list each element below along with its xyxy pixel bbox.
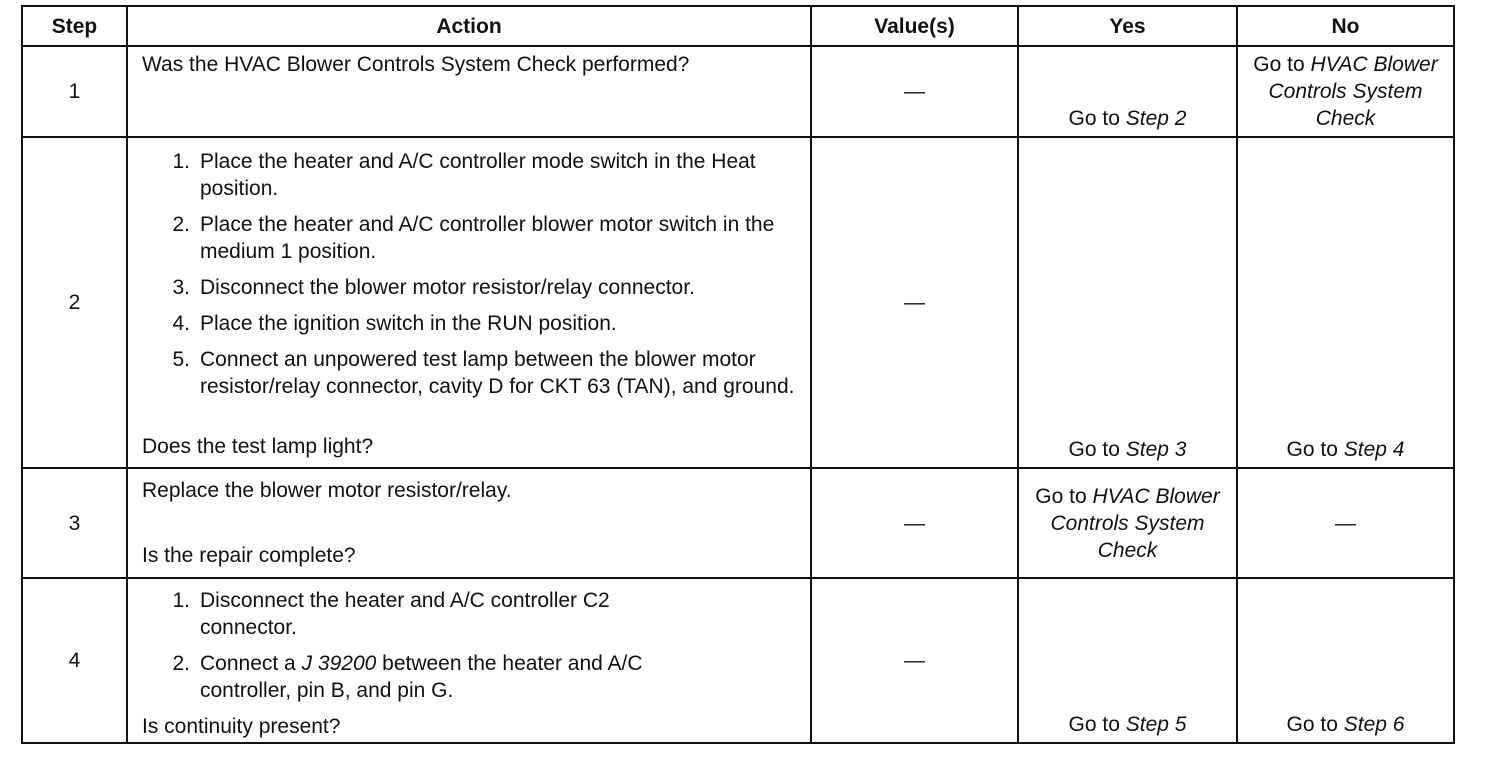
action-text: Replace the blower motor resistor/relay.	[142, 479, 512, 502]
step-number: 4	[22, 578, 127, 743]
diagnostic-table	[21, 5, 1455, 744]
step-number: 2	[22, 137, 127, 468]
no-link[interactable]: Step 4	[1343, 438, 1405, 461]
value-dash: —	[904, 511, 925, 535]
list-item: 4. Place the ignition switch in the RUN position.	[172, 312, 617, 335]
list-item: 1. Disconnect the heater and A/C controller C2 connector.	[172, 589, 610, 639]
action-cell	[127, 46, 811, 137]
no-link[interactable]: HVAC Blower Controls System Check	[1268, 53, 1438, 130]
list-item: 3. Disconnect the blower motor resistor/relay connector.	[172, 276, 695, 299]
no-prefix: Go to	[1286, 438, 1344, 461]
value-cell	[811, 468, 1018, 578]
no-prefix: Go to	[1253, 53, 1311, 76]
yes-prefix: Go to	[1035, 484, 1093, 508]
header-values: Value(s)	[811, 6, 1018, 46]
yes-link[interactable]: Step 3	[1125, 438, 1187, 461]
list-item: 5. Connect an unpowered test lamp between the blower motor resistor/relay connector, cavity D for CKT 63 (TAN), and ground.	[172, 348, 795, 398]
list-item: 2. Place the heater and A/C controller blower motor switch in the medium 1 position.	[172, 213, 775, 263]
action-cell	[127, 137, 811, 468]
question-text: Is continuity present?	[142, 715, 341, 738]
question-text: Does the test lamp light?	[142, 435, 374, 458]
yes-cell	[1018, 46, 1237, 137]
yes-cell	[1018, 468, 1237, 578]
value-dash: —	[904, 80, 925, 103]
table-row	[22, 46, 1454, 137]
tool-name: J 39200	[301, 652, 377, 675]
no-cell	[1237, 46, 1454, 137]
yes-prefix: Go to	[1068, 107, 1126, 130]
no-cell	[1237, 578, 1454, 743]
step-number: 3	[22, 468, 127, 578]
value-cell	[811, 137, 1018, 468]
action-steps-list	[142, 581, 702, 713]
header-no: No	[1237, 6, 1454, 46]
no-dash: —	[1335, 511, 1356, 535]
header-step: Step	[22, 6, 127, 46]
yes-link[interactable]: Step 2	[1125, 107, 1187, 130]
value-cell	[811, 46, 1018, 137]
header-action: Action	[127, 6, 811, 46]
yes-link[interactable]: HVAC Blower Controls System Check	[1050, 484, 1220, 562]
value-cell	[811, 578, 1018, 743]
no-link[interactable]: Step 6	[1343, 713, 1405, 736]
yes-link[interactable]: Step 5	[1125, 713, 1187, 736]
action-cell	[127, 578, 811, 743]
no-cell	[1237, 468, 1454, 578]
yes-cell	[1018, 137, 1237, 468]
yes-prefix: Go to	[1068, 438, 1126, 461]
action-cell	[127, 468, 811, 578]
table-row	[22, 578, 1454, 743]
list-item: 2. Connect a J 39200 between the heater and A/C controller, pin B, and pin G.	[172, 652, 643, 702]
table-row	[22, 137, 1454, 468]
value-dash: —	[904, 291, 925, 314]
yes-prefix: Go to	[1068, 713, 1126, 736]
no-prefix: Go to	[1286, 713, 1344, 736]
question-text: Is the repair complete?	[142, 544, 356, 567]
list-item: 1. Place the heater and A/C controller mode switch in the Heat position.	[172, 150, 756, 200]
yes-cell	[1018, 578, 1237, 743]
header-row	[22, 6, 1454, 46]
header-yes: Yes	[1018, 6, 1237, 46]
no-cell	[1237, 137, 1454, 468]
action-text: Was the HVAC Blower Controls System Check performed?	[142, 53, 690, 76]
table-row	[22, 468, 1454, 578]
step-number: 1	[22, 46, 127, 137]
action-steps-list	[142, 140, 798, 409]
value-dash: —	[904, 649, 925, 672]
